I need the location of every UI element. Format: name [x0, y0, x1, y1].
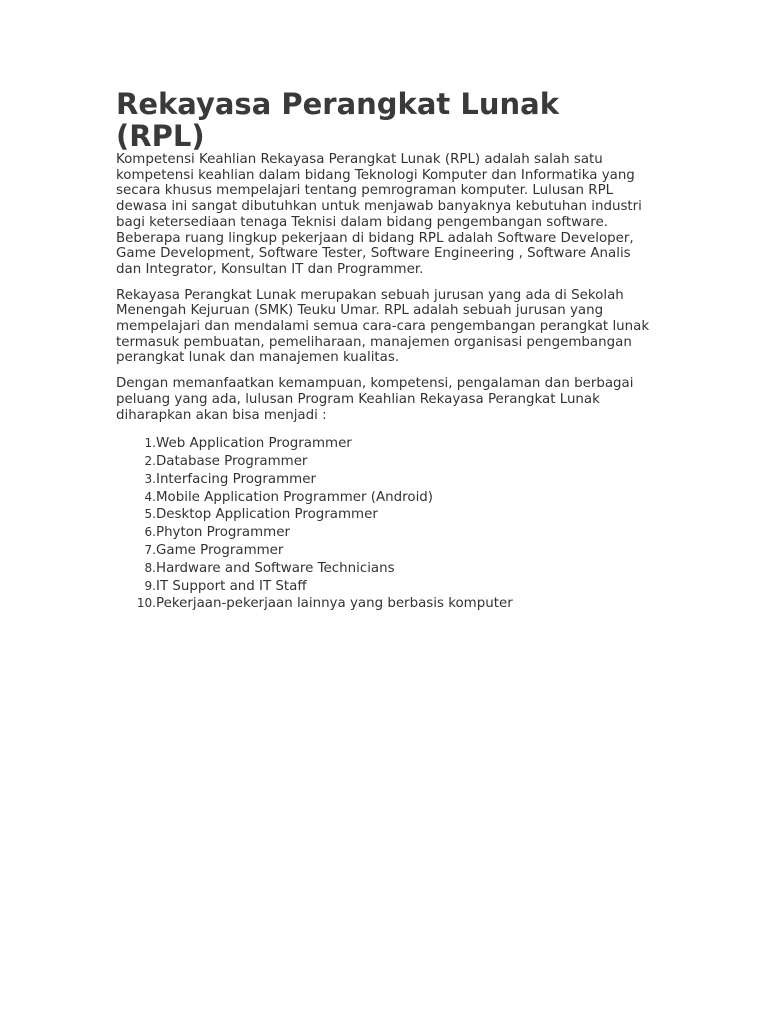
- list-number: 9.: [144, 578, 156, 593]
- page-title: Rekayasa Perangkat Lunak (RPL): [116, 87, 560, 153]
- list-item: [116, 595, 656, 613]
- list-number: 7.: [144, 543, 156, 558]
- list-item-text: Desktop Application Programmer: [156, 507, 378, 523]
- list-number: 4.: [144, 489, 156, 504]
- list-item-text: Phyton Programmer: [156, 525, 290, 541]
- list-item: [116, 542, 656, 560]
- list-item: [116, 489, 656, 507]
- list-item: [116, 578, 656, 596]
- list-number: 5.: [144, 507, 156, 522]
- list-number: 6.: [144, 525, 156, 540]
- list-number: 3.: [144, 471, 156, 486]
- list-item: [116, 471, 656, 489]
- list-item: [116, 524, 656, 542]
- list-number: 1.: [144, 436, 156, 451]
- list-number: 2.: [144, 454, 156, 469]
- career-list: [116, 435, 656, 613]
- list-number: 8.: [144, 560, 156, 575]
- paragraph-intro: Kompetensi Keahlian Rekayasa Perangkat Lunak (RPL) adalah salah satu kompetensi keahlian dalam bidang Teknologi Komputer dan Informatika yang secara khusus mempelajari tentang pemrograman komputer. Lulusan RPL dewasa ini sangat dibutuhkan untuk menjawab banyaknya kebutuhan industri bagi ketersediaan tenaga Teknisi dalam bidang pengembangan software. Beberapa ruang lingkup pekerjaan di bidang RPL adalah Software Developer, Game Development, Software Tester, Software Engineering , Software Analis dan Integrator, Konsultan IT dan Programmer.: [116, 152, 642, 277]
- list-item-text: Web Application Programmer: [156, 436, 352, 452]
- list-item: [116, 453, 656, 471]
- document-page: [116, 88, 656, 613]
- list-item-text: Hardware and Software Technicians: [156, 560, 395, 576]
- list-item-text: Database Programmer: [156, 454, 308, 470]
- list-item-text: Game Programmer: [156, 543, 284, 559]
- paragraph-careers-intro: Dengan memanfaatkan kemampuan, kompetensi, pengalaman dan berbagai peluang yang ada, lulusan Program Keahlian Rekayasa Perangkat Lunak diharapkan akan bisa menjadi :: [116, 376, 634, 423]
- list-item-text: Mobile Application Programmer (Android): [156, 489, 434, 505]
- list-item: [116, 435, 656, 453]
- list-item: [116, 506, 656, 524]
- list-item-text: IT Support and IT Staff: [156, 578, 307, 594]
- list-item: [116, 560, 656, 578]
- paragraph-major: Rekayasa Perangkat Lunak merupakan sebuah jurusan yang ada di Sekolah Menengah Kejuruan (SMK) Teuku Umar. RPL adalah sebuah jurusan yang mempelajari dan mendalami semua cara-cara pengembangan perangkat lunak termasuk pembuatan, pemeliharaan, manajemen organisasi pengembangan perangkat lunak dan manajemen kualitas.: [116, 287, 650, 366]
- list-item-text: Interfacing Programmer: [156, 471, 316, 487]
- list-item-text: Pekerjaan-pekerjaan lainnya yang berbasis komputer: [156, 596, 513, 612]
- list-number: 10.: [136, 596, 156, 611]
